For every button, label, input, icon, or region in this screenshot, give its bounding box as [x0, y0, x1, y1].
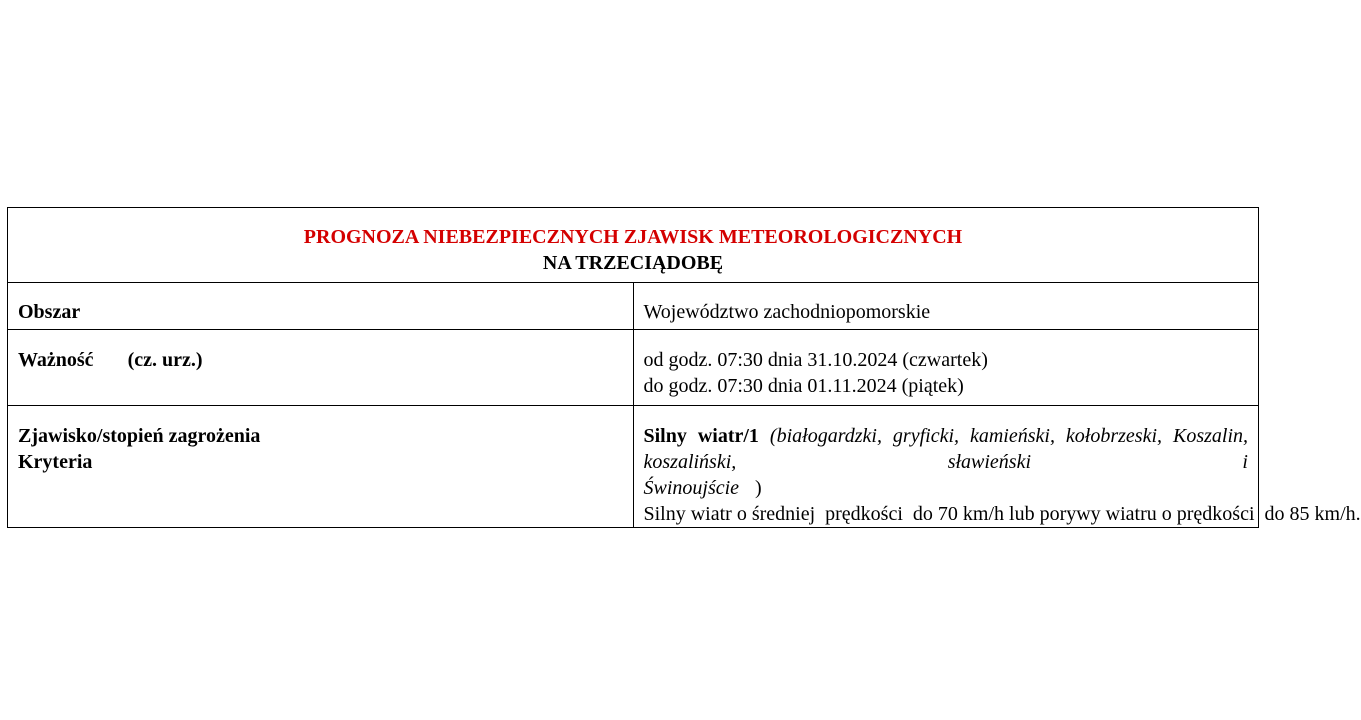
area-value-cell [633, 283, 1259, 330]
validity-label-cell [8, 330, 634, 406]
validity-label-note: (cz. urz.) [127, 349, 203, 371]
phenomenon-districts-cont: Świnoujście [643, 477, 740, 499]
phenomenon-label-cell [8, 406, 634, 528]
phenomenon-label: Zjawisko/stopień zagrożenia [18, 425, 261, 447]
phenomenon-row [8, 406, 1259, 528]
document-subtitle: NA TRZECIĄDOBĘ [542, 252, 724, 274]
area-value: Województwo zachodniopomorskie [643, 301, 931, 323]
area-label: Obszar [18, 301, 81, 323]
validity-label-main: Ważność [18, 349, 94, 371]
phenomenon-districts-close: ) [755, 477, 762, 499]
validity-label [18, 347, 623, 373]
phenomenon-districts: (białogardzki, gryficki, kamieński, kołobrzeski, Koszalin, koszaliński, sławieński i [643, 425, 1249, 473]
phenomenon-line2 [644, 475, 1249, 501]
phenomenon-name: Silny wiatr/1 [643, 425, 759, 447]
title-row [8, 208, 1259, 283]
title-cell [8, 208, 1259, 283]
phenomenon-value-cell [633, 406, 1361, 528]
criteria-label: Kryteria [18, 451, 93, 473]
area-label-cell [8, 283, 634, 330]
warning-table [7, 207, 1361, 528]
phenomenon-line1 [644, 423, 1249, 475]
validity-from: od godz. 07:30 dnia 31.10.2024 (czwartek) [643, 349, 988, 371]
validity-row [8, 330, 1259, 406]
validity-value-cell [633, 330, 1259, 406]
phenomenon-criteria: Silny wiatr o średniej prędkości do 70 km/h lub porywy wiatru o prędkości do 85 km/h. [643, 503, 1361, 525]
area-row [8, 283, 1259, 330]
document-title: PROGNOZA NIEBEZPIECZNYCH ZJAWISK METEOROLOGICZNYCH [303, 226, 963, 248]
validity-to: do godz. 07:30 dnia 01.11.2024 (piątek) [643, 375, 964, 397]
